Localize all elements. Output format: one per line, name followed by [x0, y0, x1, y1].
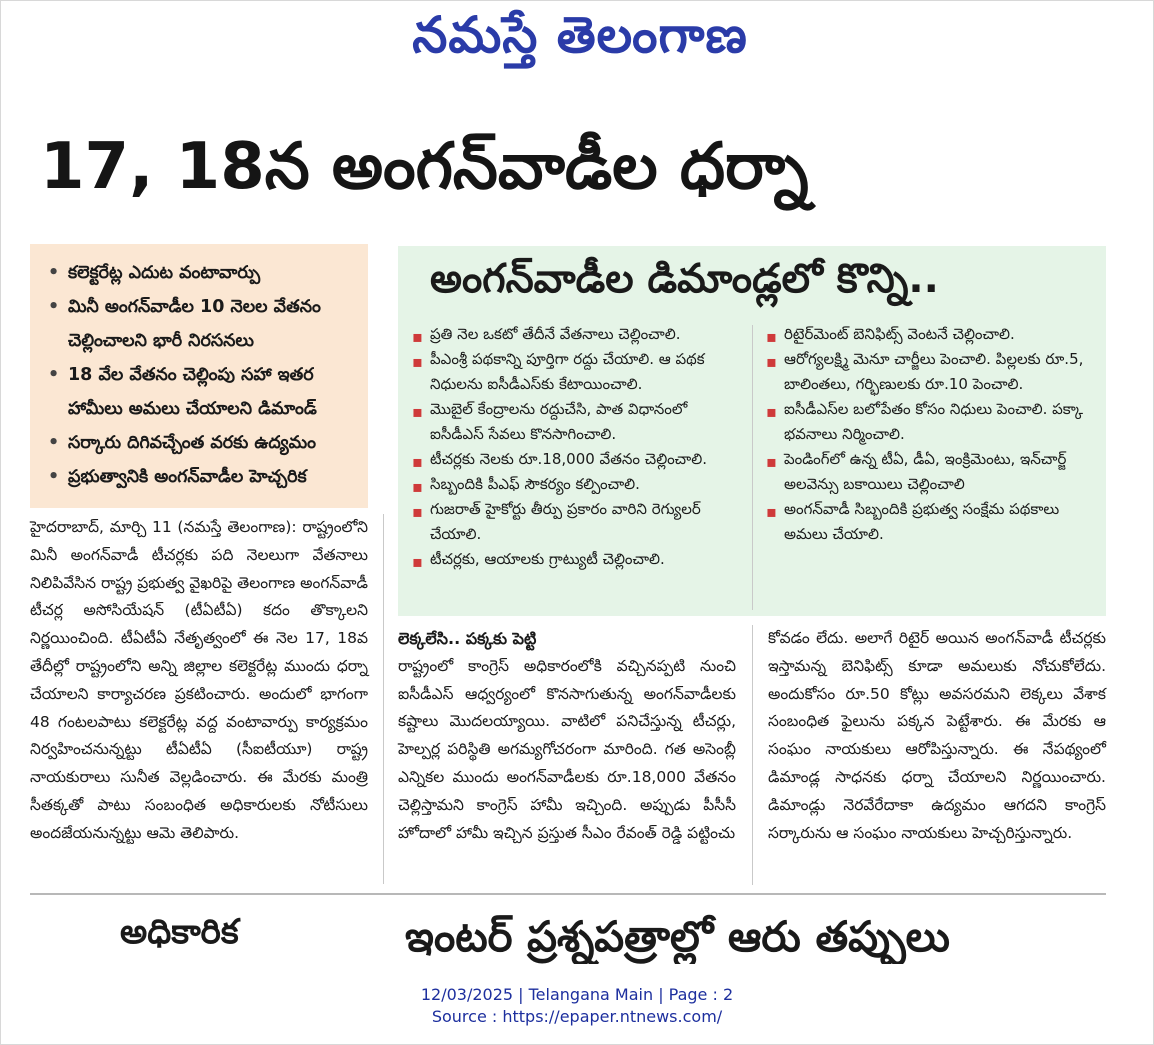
- next-article-left-heading: అధికారిక: [120, 912, 239, 952]
- demand-item: ▪ మొబైల్ కేంద్రాలను రద్దుచేసి, పాత విధానంలో ఐసీడీఎస్ సేవలు కొనసాగించాలి.: [412, 400, 688, 443]
- next-article-right-heading: ఇంటర్ ప్రశ్నపత్రాల్లో ఆరు తప్పులు: [405, 912, 950, 961]
- section-divider: [30, 893, 1106, 895]
- demand-item: ▪ ఐసీడీఎస్‌ల బలోపేతం కోసం నిధులు పెంచాలి. పక్కా భవనాలు నిర్మించాలి.: [766, 400, 1083, 443]
- demand-item: ▪ సిబ్బందికి పీఎఫ్ సౌకర్యం కల్పించాలి.: [408, 472, 738, 497]
- demand-item: ▪ పెండింగ్‌లో ఉన్న టీఏ, డీఏ, ఇంక్రిమెంటు, ఇన్‌చార్జ్ అలవెన్సు బకాయిలు చెల్లించాలి: [766, 450, 1067, 493]
- article-column-2-text: రాష్ట్రంలో కాంగ్రెస్ అధికారంలోకి వచ్చినప్పటి నుంచి ఐసీడీఎస్ ఆధ్వర్యంలో కొనసాగుతున్న అంగన్‌వాడీలకు కష్టాలు మొదలయ్యాయి. వాటిలో పనిచేస్తున్న టీచర్లు, హెల్పర్ల పరిస్థితి అగమ్యగోచరంగా మారింది. గత అసెంబ్లీ ఎన్నికల ముందు అంగన్‌వాడీలకు రూ.18,000 వేతనం చెల్లిస్తామని కాంగ్రెస్ హామీ ఇచ్చింది. అప్పుడు పీసీసీ హోదాలో హామీ ఇచ్చిన ప్రస్తుత సీఎం రేవంత్ రెడ్డి పట్టించు: [398, 656, 736, 842]
- highlights-list: [30, 244, 368, 494]
- masthead-logo: నమస్తే తెలంగాణ: [412, 6, 748, 64]
- column-divider: [752, 625, 753, 885]
- footer-date-line: 12/03/2025 | Telangana Main | Page : 2: [420, 985, 734, 1004]
- footer-source-link[interactable]: Source : https://epaper.ntnews.com/: [431, 1007, 723, 1026]
- demand-item: ▪ అంగన్‌వాడీ సిబ్బందికి ప్రభుత్వ సంక్షేమ పథకాలు అమలు చేయాలి.: [766, 500, 1060, 543]
- bullet-icon: ▪: [412, 402, 423, 421]
- bullet-icon: ▪: [766, 352, 777, 371]
- demand-item: ▪ ప్రతి నెల ఒకటో తేదీనే వేతనాలు చెల్లించాలి.: [408, 322, 738, 347]
- highlights-box: [30, 244, 368, 508]
- highlight-item: • కలెక్టరేట్ల ఎదుట వంటావార్పు: [48, 256, 360, 290]
- demand-item: ▪ ఆరోగ్యలక్ష్మి మెనూ చార్జీలు పెంచాలి. పిల్లలకు రూ.5, బాలింతలు, గర్భిణులకు రూ.10 పెంచాలి.: [766, 350, 1084, 393]
- demand-item: ▪ పీఎంశ్రీ పథకాన్ని పూర్తిగా రద్దు చేయాలి. ఆ పథక నిధులను ఐసీడీఎస్‌కు కేటాయించాలి.: [412, 350, 705, 393]
- demands-title: అంగన్‌వాడీల డిమాండ్లలో కొన్ని..: [430, 256, 939, 302]
- article-column-1: హైదరాబాద్, మార్చి 11 (నమస్తే తెలంగాణ): రాష్ట్రంలోని మినీ అంగన్‌వాడీ టీచర్లకు పది నెలలుగా వేతనాలు నిలిపివేసిన రాష్ట్ర ప్రభుత్వ వైఖరిపై తెలంగాణ అంగన్‌వాడీ టీచర్ల అసోసియేషన్ (టీఏటీఏ) కదం తొక్కాలని నిర్ణయించింది. టీఏటీఏ నేతృత్వంలో ఈ నెల 17, 18వ తేదీల్లో రాష్ట్రంలోని అన్ని జిల్లాల కలెక్టరేట్ల ముందు ధర్నా చేయాలని కార్యాచరణ ప్రకటించారు. అందులో భాగంగా 48 గంటలపాటు కలెక్టరేట్ల వద్ద వంటావార్పు కార్యక్రమం నిర్వహించనున్నట్టు టీఏటీఏ (సీఐటీయూ) రాష్ట్ర నాయకురాలు సునీత వెల్లడించారు. ఈ మేరకు మంత్రి సీతక్కతో పాటు సంబంధిత అధికారులకు నోటీసులు అందజేయనున్నట్టు ఆమె తెలిపారు.: [30, 518, 368, 842]
- article-subhead: లెక్కలేసి.. పక్కకు పెట్టి: [398, 629, 537, 648]
- article-column-3: కోవడం లేదు. అలాగే రిటైర్ అయిన అంగన్‌వాడీ టీచర్లకు ఇస్తామన్న బెనిఫిట్స్ కూడా అమలుకు నోచుకోలేదు. అందుకోసం రూ.50 కోట్లు అవసరమని లెక్కలు వేశాక సంబంధిత ఫైలును పక్కన పెట్టేశారు. ఈ మేరకు ఆ సంఘం నాయకులు ఆరోపిస్తున్నారు. ఈ నేపథ్యంలో డిమాండ్ల సాధనకు ధర్నా చేయాలని నిర్ణయించారు. డిమాండ్లు నెరవేరేదాకా ఉద్యమం ఆగదని కాంగ్రెస్ సర్కారును ఆ సంఘం నాయకులు హెచ్చరిస్తున్నారు.: [768, 629, 1106, 842]
- bullet-icon: ▪: [412, 452, 423, 471]
- main-headline: 17, 18న అంగన్‌వాడీల ధర్నా: [40, 130, 809, 204]
- demands-right-column: [762, 322, 1092, 547]
- bullet-icon: ▪: [412, 552, 423, 571]
- demand-item: ▪ టీచర్లకు, ఆయాలకు గ్రాట్యుటీ చెల్లించాలి.: [408, 547, 738, 572]
- highlight-item: • 18 వేల వేతనం చెల్లింపు సహా ఇతర హామీలు అమలు చేయాలని డిమాండ్: [48, 358, 360, 426]
- bullet-icon: ▪: [412, 327, 423, 346]
- highlight-item: • మినీ అంగన్‌వాడీల 10 నెలల వేతనం చెల్లించాలని భారీ నిరసనలు: [48, 290, 360, 358]
- demands-left-column: [408, 322, 738, 572]
- bullet-icon: ▪: [412, 502, 423, 521]
- demand-item: ▪ గుజరాత్ హైకోర్టు తీర్పు ప్రకారం వారిని రెగ్యులర్ చేయాలి.: [412, 500, 701, 543]
- bullet-icon: ▪: [766, 402, 777, 421]
- demand-item: ▪ టీచర్లకు నెలకు రూ.18,000 వేతనం చెల్లించాలి.: [408, 447, 738, 472]
- bullet-icon: ▪: [766, 327, 777, 346]
- bullet-icon: ▪: [412, 352, 423, 371]
- bullet-icon: ▪: [412, 477, 423, 496]
- demand-item: ▪ రిటైర్‌మెంట్ బెనిఫిట్స్ వెంటనే చెల్లించాలి.: [762, 322, 1092, 347]
- highlight-item: • సర్కారు దిగివచ్చేంత వరకు ఉద్యమం: [48, 426, 360, 460]
- highlight-item: • ప్రభుత్వానికి అంగన్‌వాడీల హెచ్చరిక: [48, 460, 360, 494]
- column-divider: [383, 514, 384, 884]
- column-divider: [752, 325, 753, 610]
- bullet-icon: ▪: [766, 452, 777, 471]
- page-footer: [0, 984, 1154, 1028]
- article-column-2: [398, 625, 736, 847]
- bullet-icon: ▪: [766, 502, 777, 521]
